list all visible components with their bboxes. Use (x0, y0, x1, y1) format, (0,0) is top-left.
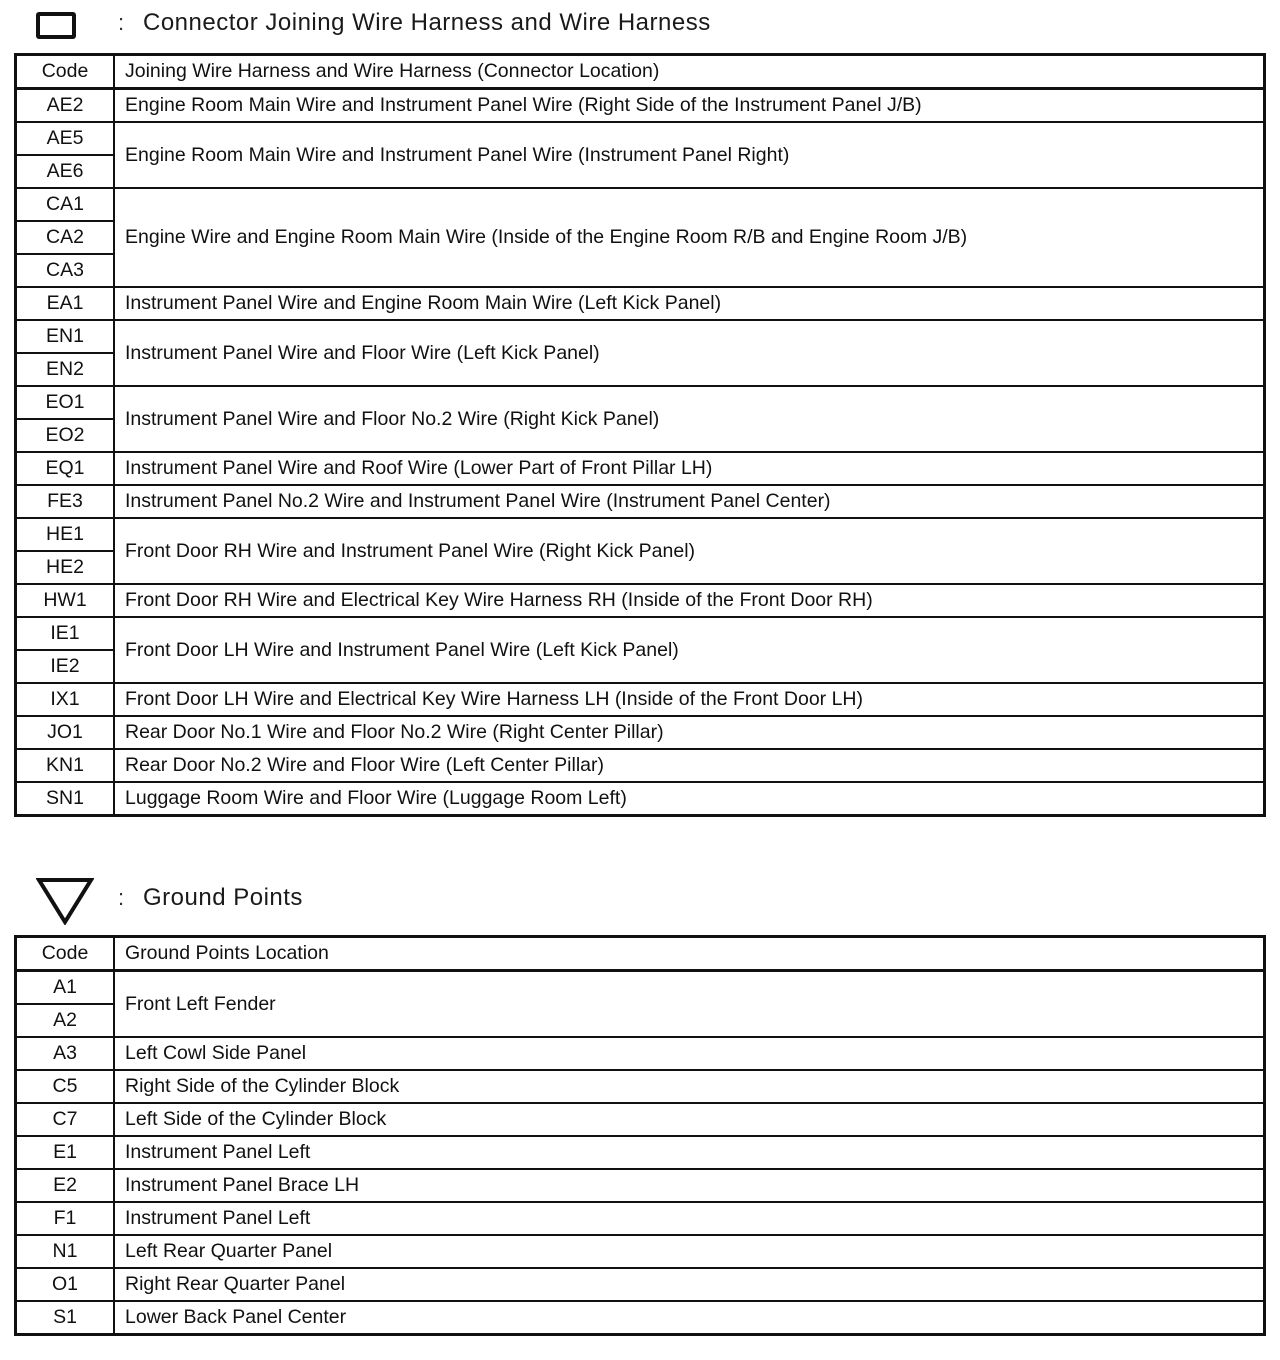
table-row (16, 1268, 1265, 1301)
code-cell: A3 (16, 1037, 115, 1070)
location-cell: Instrument Panel Left (114, 1202, 1265, 1235)
code-cell: KN1 (16, 749, 115, 782)
table-row (16, 386, 1265, 419)
code-cell: N1 (16, 1235, 115, 1268)
table-row (16, 1169, 1265, 1202)
code-cell: A1 (16, 971, 115, 1005)
code-cell: O1 (16, 1268, 115, 1301)
location-cell: Front Door LH Wire and Instrument Panel Wire (Left Kick Panel) (114, 617, 1265, 683)
location-cell: Instrument Panel Wire and Engine Room Main Wire (Left Kick Panel) (114, 287, 1265, 320)
table-row (16, 683, 1265, 716)
ground-section-title: Ground Points (143, 884, 303, 911)
ground-points-table (14, 935, 1266, 1336)
table-row (16, 1037, 1265, 1070)
code-cell: E1 (16, 1136, 115, 1169)
location-cell: Front Door LH Wire and Electrical Key Wire Harness LH (Inside of the Front Door LH) (114, 683, 1265, 716)
location-cell: Left Rear Quarter Panel (114, 1235, 1265, 1268)
code-cell: CA1 (16, 188, 115, 221)
code-cell: C5 (16, 1070, 115, 1103)
code-cell: JO1 (16, 716, 115, 749)
down-triangle-icon (36, 877, 94, 925)
location-column-header: Joining Wire Harness and Wire Harness (Connector Location) (114, 55, 1265, 89)
code-cell: AE2 (16, 89, 115, 123)
connector-table (14, 53, 1266, 817)
table-row (16, 1202, 1265, 1235)
code-cell: EQ1 (16, 452, 115, 485)
table-row (16, 1301, 1265, 1335)
location-cell: Luggage Room Wire and Floor Wire (Luggage Room Left) (114, 782, 1265, 816)
table-row (16, 122, 1265, 155)
table-row (16, 782, 1265, 816)
ground-table-header (16, 937, 1265, 971)
table-row (16, 89, 1265, 123)
table-row (16, 716, 1265, 749)
location-cell: Instrument Panel Brace LH (114, 1169, 1265, 1202)
code-cell: HE1 (16, 518, 115, 551)
table-row (16, 287, 1265, 320)
table-row (16, 320, 1265, 353)
code-column-header: Code (16, 55, 115, 89)
table-row (16, 1103, 1265, 1136)
code-cell: F1 (16, 1202, 115, 1235)
location-cell: Front Left Fender (114, 971, 1265, 1038)
table-row (16, 452, 1265, 485)
location-cell: Engine Room Main Wire and Instrument Panel Wire (Instrument Panel Right) (114, 122, 1265, 188)
code-cell: EN2 (16, 353, 115, 386)
table-row (16, 1235, 1265, 1268)
location-cell: Instrument Panel Left (114, 1136, 1265, 1169)
code-cell: A2 (16, 1004, 115, 1037)
location-cell: Rear Door No.1 Wire and Floor No.2 Wire (Right Center Pillar) (114, 716, 1265, 749)
location-cell: Instrument Panel Wire and Floor Wire (Left Kick Panel) (114, 320, 1265, 386)
code-cell: IE2 (16, 650, 115, 683)
table-row (16, 188, 1265, 221)
location-cell: Lower Back Panel Center (114, 1301, 1265, 1335)
location-cell: Right Side of the Cylinder Block (114, 1070, 1265, 1103)
location-cell: Front Door RH Wire and Electrical Key Wire Harness RH (Inside of the Front Door RH) (114, 584, 1265, 617)
table-row (16, 485, 1265, 518)
code-cell: IX1 (16, 683, 115, 716)
code-cell: EO2 (16, 419, 115, 452)
code-cell: HW1 (16, 584, 115, 617)
table-row (16, 1136, 1265, 1169)
location-cell: Front Door RH Wire and Instrument Panel Wire (Right Kick Panel) (114, 518, 1265, 584)
location-cell: Right Rear Quarter Panel (114, 1268, 1265, 1301)
table-row (16, 617, 1265, 650)
code-cell: EN1 (16, 320, 115, 353)
code-cell: FE3 (16, 485, 115, 518)
code-cell: CA3 (16, 254, 115, 287)
connector-colon: : (118, 10, 125, 35)
code-cell: AE5 (16, 122, 115, 155)
code-cell: EA1 (16, 287, 115, 320)
ground-colon: : (118, 885, 125, 910)
code-cell: IE1 (16, 617, 115, 650)
code-cell: CA2 (16, 221, 115, 254)
location-cell: Engine Room Main Wire and Instrument Panel Wire (Right Side of the Instrument Panel J/B) (114, 89, 1265, 123)
location-cell: Instrument Panel No.2 Wire and Instrument Panel Wire (Instrument Panel Center) (114, 485, 1265, 518)
table-row (16, 584, 1265, 617)
connector-section-title: Connector Joining Wire Harness and Wire Harness (143, 9, 711, 36)
table-row (16, 518, 1265, 551)
location-cell: Instrument Panel Wire and Floor No.2 Wire (Right Kick Panel) (114, 386, 1265, 452)
location-column-header: Ground Points Location (114, 937, 1265, 971)
location-cell: Instrument Panel Wire and Roof Wire (Lower Part of Front Pillar LH) (114, 452, 1265, 485)
code-cell: HE2 (16, 551, 115, 584)
code-cell: EO1 (16, 386, 115, 419)
code-cell: AE6 (16, 155, 115, 188)
table-row (16, 971, 1265, 1005)
code-column-header: Code (16, 937, 115, 971)
code-cell: E2 (16, 1169, 115, 1202)
table-row (16, 749, 1265, 782)
location-cell: Rear Door No.2 Wire and Floor Wire (Left Center Pillar) (114, 749, 1265, 782)
code-cell: C7 (16, 1103, 115, 1136)
table-row (16, 1070, 1265, 1103)
square-box-icon (36, 12, 76, 39)
code-cell: S1 (16, 1301, 115, 1335)
location-cell: Left Cowl Side Panel (114, 1037, 1265, 1070)
location-cell: Engine Wire and Engine Room Main Wire (Inside of the Engine Room R/B and Engine Room J/B) (114, 188, 1265, 287)
location-cell: Left Side of the Cylinder Block (114, 1103, 1265, 1136)
connector-table-header (16, 55, 1265, 89)
code-cell: SN1 (16, 782, 115, 816)
